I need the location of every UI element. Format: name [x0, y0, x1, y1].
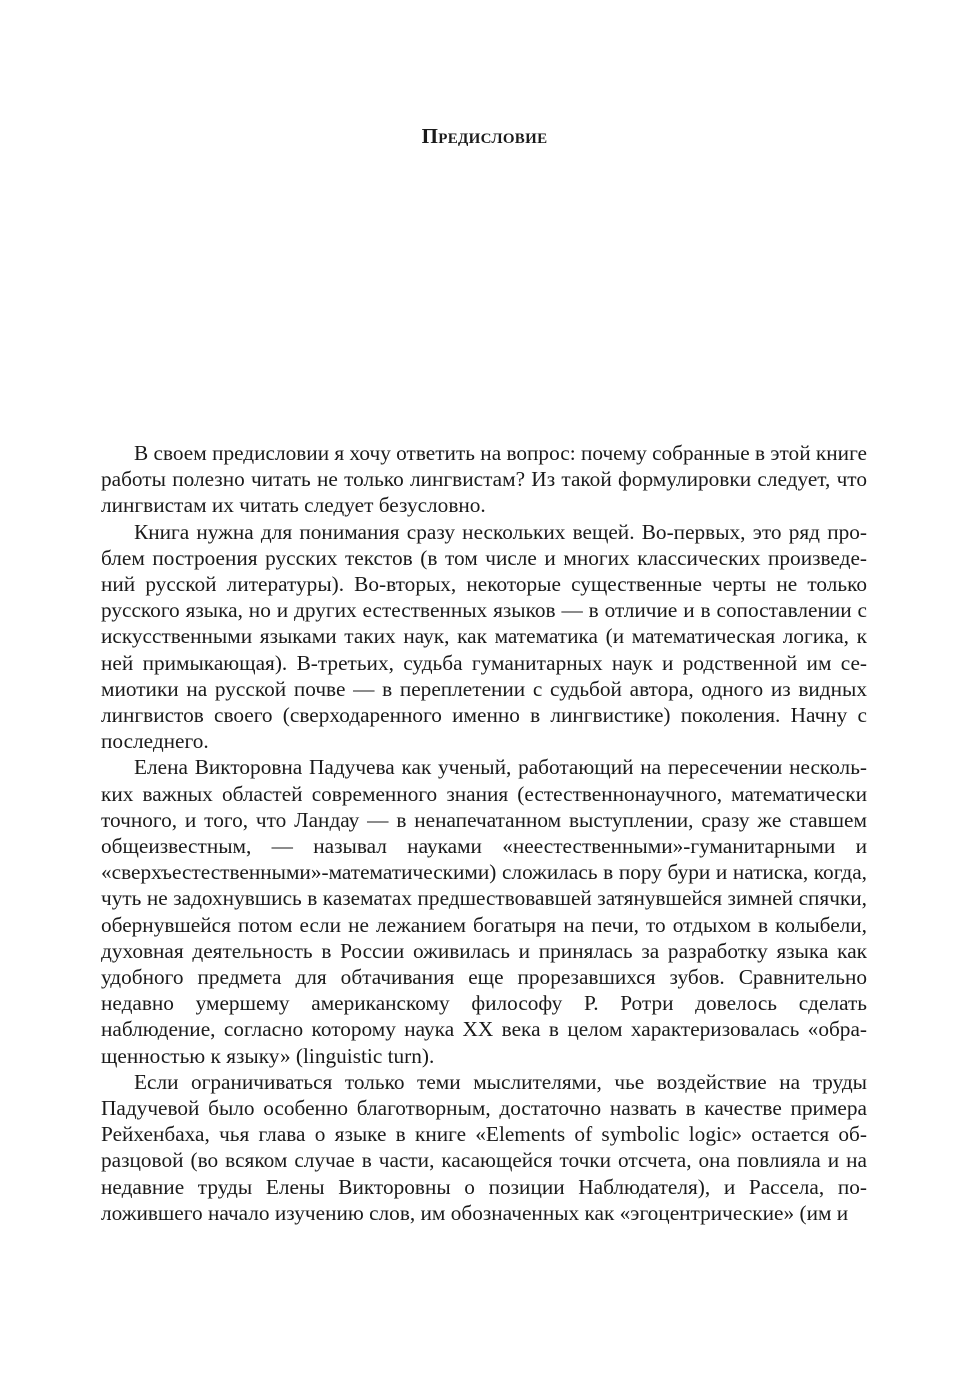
- page-title: Предисловие: [421, 124, 548, 148]
- body-text: [101, 440, 867, 1226]
- paragraph-2: Книга нужна для понимания сразу нескольких вещей. Во-первых, это ряд проблем построения русских текстов (в том числе и многих классических произведений русской литературы). Во-вторых, некоторые существенные черты не только русского языка, но и других естественных языков — в отличие и в сопоставлении с искусственными языками таких наук, как математика (и математическая логика, к ней примыкающая). В-третьих, судьба гуманитарных наук и родственной им семиотики на русской почве — в переплетении с судьбой автора, одного из видных лингвистов своего (сверходаренного именно в лингвистике) поколения. Начну с последнего.: [101, 519, 867, 754]
- paragraph-3: Елена Викторовна Падучева как ученый, работающий на пересечении нескольких важных областей современного знания (естественнонаучного, математически точного, и того, что Ландау — в ненапечатанном выступлении, сразу же ставшем общеизвестным, — называл науками «неестественными»-гуманитарными и «сверхъестественными»-математическими) сложилась в пору бури и натиска, когда, чуть не задохнувшись в казематах предшествовавшей затянувшейся зимней спячки, обернувшейся потом если не лежанием богатыря на печи, то отдыхом в колыбели, духовная деятельность в России оживилась и принялась за разработку языка как удобного предмета для обтачивания еще прорезавшихся зубов. Сравнительно недавно умершему американскому философу Р. Ротри довелось сделать наблюдение, согласно которому наука XX века в целом характеризовалась «обращенностью к языку» (linguistic turn).: [101, 755, 867, 1068]
- paragraph-1: В своем предисловии я хочу ответить на вопрос: почему собранные в этой книге работы полезно читать не только лингвистам? Из такой формулировки следует, что лингвистам их читать следует безусловно.: [101, 441, 867, 518]
- paragraph-4: Если ограничиваться только теми мыслителями, чье воздействие на труды Падучевой было особенно благотворным, достаточно назвать в качестве примера Рейхенбаха, чья глава о языке в книге «Elements of symbolic logic» остается образцовой (во всяком случае в части, касающейся точки отсчета, она повлияла и на недавние труды Елены Викторовны о позиции Наблюдателя), и Рассела, положившего начало изучению слов, им обозначенных как «эгоцентрические» (им и: [101, 1069, 867, 1225]
